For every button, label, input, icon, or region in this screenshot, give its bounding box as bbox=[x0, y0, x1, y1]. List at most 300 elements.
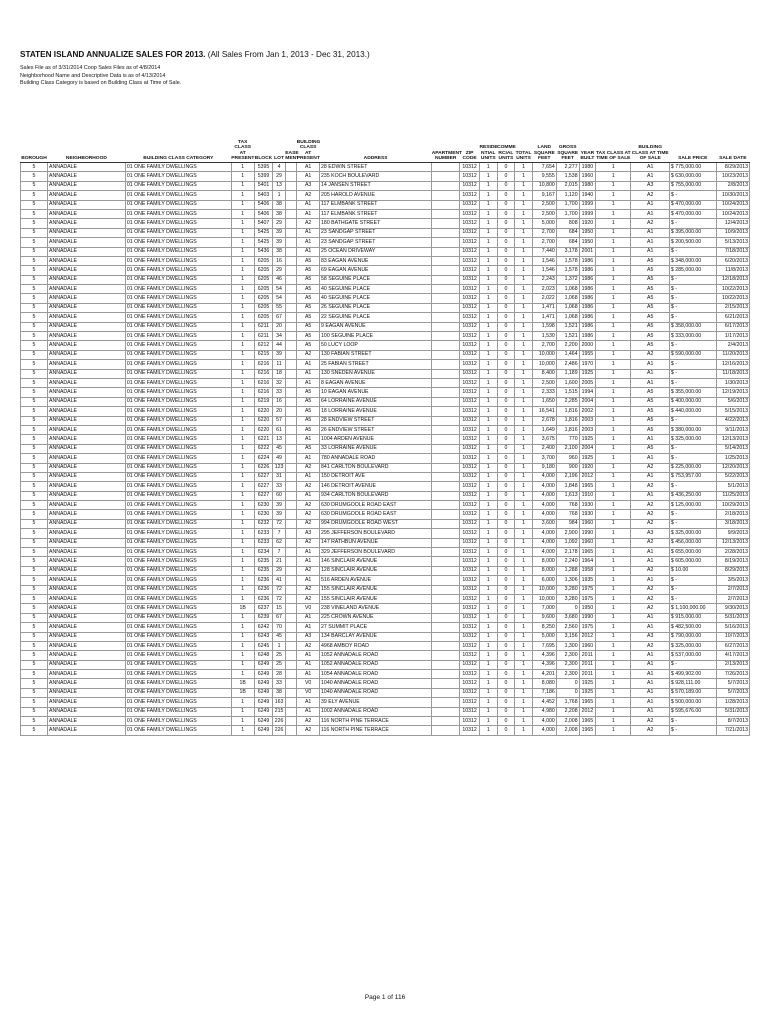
cell-price: $ 470,000.00 bbox=[669, 200, 716, 209]
cell-address: 26 SEGUINE PLACE bbox=[320, 303, 432, 312]
cell-res: 1 bbox=[479, 632, 497, 641]
cell-year: 1965 bbox=[579, 548, 596, 557]
cell-gross: 900 bbox=[556, 463, 579, 472]
cell-tax: 1 bbox=[231, 294, 254, 303]
cell-bcp: A2 bbox=[297, 594, 320, 603]
cell-tax: 1 bbox=[231, 529, 254, 538]
cell-bcp: A3 bbox=[297, 632, 320, 641]
cell-price: $ - bbox=[669, 369, 716, 378]
cell-zip: 10312 bbox=[460, 360, 480, 369]
table-row bbox=[21, 285, 750, 294]
cell-neighborhood: ANNADALE bbox=[48, 163, 126, 172]
cell-date: 2/28/2013 bbox=[716, 548, 749, 557]
cell-lot: 70 bbox=[273, 623, 285, 632]
cell-year: 1925 bbox=[579, 679, 596, 688]
cell-com: 0 bbox=[497, 585, 515, 594]
cell-price: $ 570,189.00 bbox=[669, 688, 716, 697]
cell-borough: 5 bbox=[21, 538, 48, 547]
cell-apt bbox=[432, 163, 460, 172]
cell-com: 0 bbox=[497, 238, 515, 247]
cell-neighborhood: ANNADALE bbox=[48, 332, 126, 341]
cell-borough: 5 bbox=[21, 181, 48, 190]
cell-neighborhood: ANNADALE bbox=[48, 660, 126, 669]
cell-gross: 2,240 bbox=[556, 557, 579, 566]
cell-address: 116 NORTH PINE TERRACE bbox=[320, 717, 432, 726]
cell-tax: 1 bbox=[231, 313, 254, 322]
cell-date: 11/20/2013 bbox=[716, 350, 749, 359]
cell-res: 1 bbox=[479, 491, 497, 500]
cell-ease bbox=[285, 585, 296, 594]
cell-category: 01 ONE FAMILY DWELLINGS bbox=[125, 698, 231, 707]
cell-com: 0 bbox=[497, 350, 515, 359]
cell-bcp: A1 bbox=[297, 472, 320, 481]
cell-apt bbox=[432, 688, 460, 697]
cell-res: 1 bbox=[479, 576, 497, 585]
cell-category: 01 ONE FAMILY DWELLINGS bbox=[125, 472, 231, 481]
cell-neighborhood: ANNADALE bbox=[48, 519, 126, 528]
table-row bbox=[21, 557, 750, 566]
cell-apt bbox=[432, 285, 460, 294]
cell-year: 1925 bbox=[579, 435, 596, 444]
cell-taxs: 1 bbox=[596, 163, 631, 172]
cell-tax: 1 bbox=[231, 322, 254, 331]
cell-res: 1 bbox=[479, 510, 497, 519]
cell-zip: 10312 bbox=[460, 435, 480, 444]
cell-land: 2,700 bbox=[532, 228, 556, 237]
table-row bbox=[21, 510, 750, 519]
cell-taxs: 1 bbox=[596, 378, 631, 387]
cell-borough: 5 bbox=[21, 322, 48, 331]
cell-tot: 1 bbox=[515, 181, 533, 190]
cell-price: $ 482,500.00 bbox=[669, 623, 716, 632]
cell-taxs: 1 bbox=[596, 407, 631, 416]
cell-tax: 1 bbox=[231, 200, 254, 209]
cell-tot: 1 bbox=[515, 632, 533, 641]
cell-res: 1 bbox=[479, 388, 497, 397]
cell-year: 1950 bbox=[579, 238, 596, 247]
cell-address: 128 SINCLAIR AVENUE bbox=[320, 566, 432, 575]
cell-date: 12/19/2013 bbox=[716, 388, 749, 397]
cell-res: 1 bbox=[479, 454, 497, 463]
cell-neighborhood: ANNADALE bbox=[48, 407, 126, 416]
cell-bcp: A2 bbox=[297, 519, 320, 528]
cell-address: 23 SANDGAP STREET bbox=[320, 238, 432, 247]
cell-borough: 5 bbox=[21, 378, 48, 387]
cell-borough: 5 bbox=[21, 191, 48, 200]
cell-date: 6/20/2013 bbox=[716, 256, 749, 265]
cell-taxs: 1 bbox=[596, 491, 631, 500]
cell-borough: 5 bbox=[21, 670, 48, 679]
cell-borough: 5 bbox=[21, 238, 48, 247]
cell-category: 01 ONE FAMILY DWELLINGS bbox=[125, 707, 231, 716]
cell-ease bbox=[285, 632, 296, 641]
cell-bcp: A2 bbox=[297, 726, 320, 735]
cell-borough: 5 bbox=[21, 454, 48, 463]
cell-lot: 67 bbox=[273, 313, 285, 322]
note-sales-file: Sales File as of 3/31/2014 Coop Sales Files as of 4/8/2014 bbox=[20, 65, 161, 71]
cell-apt bbox=[432, 341, 460, 350]
cell-zip: 10312 bbox=[460, 275, 480, 284]
cell-ease bbox=[285, 238, 296, 247]
cell-bcp: A1 bbox=[297, 247, 320, 256]
cell-zip: 10312 bbox=[460, 688, 480, 697]
cell-price: $ - bbox=[669, 454, 716, 463]
cell-address: 630 DRUMGOOLE ROAD EAST bbox=[320, 510, 432, 519]
cell-zip: 10312 bbox=[460, 209, 480, 218]
cell-bcs: A2 bbox=[631, 717, 669, 726]
cell-land: 4,980 bbox=[532, 707, 556, 716]
cell-bcs: A1 bbox=[631, 369, 669, 378]
table-row bbox=[21, 219, 750, 228]
cell-category: 01 ONE FAMILY DWELLINGS bbox=[125, 444, 231, 453]
cell-category: 01 ONE FAMILY DWELLINGS bbox=[125, 435, 231, 444]
cell-ease bbox=[285, 313, 296, 322]
cell-bcs: A1 bbox=[631, 209, 669, 218]
cell-land: 1,649 bbox=[532, 425, 556, 434]
cell-date: 5/22/2013 bbox=[716, 472, 749, 481]
cell-apt bbox=[432, 491, 460, 500]
cell-borough: 5 bbox=[21, 416, 48, 425]
cell-taxs: 1 bbox=[596, 294, 631, 303]
cell-date: 5/13/2013 bbox=[716, 238, 749, 247]
cell-com: 0 bbox=[497, 313, 515, 322]
cell-tax: 1 bbox=[231, 181, 254, 190]
cell-category: 01 ONE FAMILY DWELLINGS bbox=[125, 501, 231, 510]
cell-bcs: A1 bbox=[631, 491, 669, 500]
cell-price: $ - bbox=[669, 519, 716, 528]
cell-lot: 29 bbox=[273, 219, 285, 228]
cell-year: 2002 bbox=[579, 407, 596, 416]
cell-year: 2004 bbox=[579, 397, 596, 406]
cell-gross: 2,486 bbox=[556, 360, 579, 369]
cell-address: 100 SEGUINE PLACE bbox=[320, 332, 432, 341]
cell-price: $ 355,000.00 bbox=[669, 388, 716, 397]
cell-category: 01 ONE FAMILY DWELLINGS bbox=[125, 303, 231, 312]
cell-taxs: 1 bbox=[596, 519, 631, 528]
cell-borough: 5 bbox=[21, 726, 48, 735]
cell-address: 50 LUCY LOOP bbox=[320, 341, 432, 350]
cell-gross: 1,521 bbox=[556, 332, 579, 341]
column-header-ease: EASE MENT bbox=[285, 126, 296, 163]
cell-bcp: A5 bbox=[297, 425, 320, 434]
cell-res: 1 bbox=[479, 350, 497, 359]
cell-block: 6220 bbox=[254, 416, 273, 425]
cell-date: 10/9/2013 bbox=[716, 228, 749, 237]
cell-bcs: A2 bbox=[631, 501, 669, 510]
cell-lot: 29 bbox=[273, 566, 285, 575]
cell-bcs: A2 bbox=[631, 604, 669, 613]
cell-block: 6212 bbox=[254, 341, 273, 350]
cell-lot: 49 bbox=[273, 454, 285, 463]
cell-category: 01 ONE FAMILY DWELLINGS bbox=[125, 388, 231, 397]
cell-ease bbox=[285, 688, 296, 697]
cell-res: 1 bbox=[479, 407, 497, 416]
cell-date: 4/22/2013 bbox=[716, 416, 749, 425]
cell-land: 10,000 bbox=[532, 594, 556, 603]
cell-price: $ 590,000.00 bbox=[669, 350, 716, 359]
cell-block: 6226 bbox=[254, 463, 273, 472]
cell-tot: 1 bbox=[515, 454, 533, 463]
cell-date: 2/18/2013 bbox=[716, 510, 749, 519]
cell-gross: 1,515 bbox=[556, 388, 579, 397]
cell-gross: 1,306 bbox=[556, 576, 579, 585]
cell-category: 01 ONE FAMILY DWELLINGS bbox=[125, 717, 231, 726]
cell-tax: 1 bbox=[231, 369, 254, 378]
cell-zip: 10312 bbox=[460, 604, 480, 613]
cell-price: $ 200,500.00 bbox=[669, 238, 716, 247]
cell-land: 4,000 bbox=[532, 717, 556, 726]
table-row bbox=[21, 341, 750, 350]
cell-category: 01 ONE FAMILY DWELLINGS bbox=[125, 416, 231, 425]
cell-zip: 10312 bbox=[460, 566, 480, 575]
cell-apt bbox=[432, 613, 460, 622]
table-row bbox=[21, 435, 750, 444]
page-number: Page 1 of 116 bbox=[364, 994, 406, 1001]
cell-address: 33 LORRAINE AVENUE bbox=[320, 444, 432, 453]
cell-res: 1 bbox=[479, 238, 497, 247]
cell-category: 01 ONE FAMILY DWELLINGS bbox=[125, 350, 231, 359]
cell-tax: 1 bbox=[231, 717, 254, 726]
cell-date: 2/4/2013 bbox=[716, 341, 749, 350]
cell-com: 0 bbox=[497, 341, 515, 350]
cell-com: 0 bbox=[497, 191, 515, 200]
cell-ease bbox=[285, 510, 296, 519]
cell-tot: 1 bbox=[515, 416, 533, 425]
cell-com: 0 bbox=[497, 322, 515, 331]
cell-block: 5425 bbox=[254, 238, 273, 247]
cell-ease bbox=[285, 660, 296, 669]
cell-taxs: 1 bbox=[596, 651, 631, 660]
cell-ease bbox=[285, 219, 296, 228]
column-header-zip: ZIP CODE bbox=[460, 126, 480, 163]
cell-ease bbox=[285, 256, 296, 265]
cell-gross: 2,285 bbox=[556, 397, 579, 406]
cell-neighborhood: ANNADALE bbox=[48, 416, 126, 425]
cell-res: 1 bbox=[479, 191, 497, 200]
cell-ease bbox=[285, 726, 296, 735]
cell-tax: 1 bbox=[231, 247, 254, 256]
cell-apt bbox=[432, 313, 460, 322]
cell-land: 5,000 bbox=[532, 219, 556, 228]
cell-bcp: A2 bbox=[297, 219, 320, 228]
cell-land: 8,400 bbox=[532, 369, 556, 378]
cell-land: 3,675 bbox=[532, 435, 556, 444]
cell-neighborhood: ANNADALE bbox=[48, 454, 126, 463]
cell-lot: 60 bbox=[273, 491, 285, 500]
cell-price: $ 470,000.00 bbox=[669, 209, 716, 218]
table-row bbox=[21, 191, 750, 200]
cell-zip: 10312 bbox=[460, 416, 480, 425]
cell-tax: 1 bbox=[231, 191, 254, 200]
cell-tot: 1 bbox=[515, 538, 533, 547]
cell-ease bbox=[285, 407, 296, 416]
cell-bcp: A1 bbox=[297, 613, 320, 622]
cell-tax: 1 bbox=[231, 698, 254, 707]
cell-lot: 67 bbox=[273, 613, 285, 622]
cell-lot: 54 bbox=[273, 294, 285, 303]
cell-zip: 10312 bbox=[460, 641, 480, 650]
cell-date: 2/8/2013 bbox=[716, 181, 749, 190]
cell-block: 6248 bbox=[254, 651, 273, 660]
cell-bcs: A2 bbox=[631, 519, 669, 528]
cell-block: 6227 bbox=[254, 491, 273, 500]
cell-borough: 5 bbox=[21, 313, 48, 322]
cell-taxs: 1 bbox=[596, 228, 631, 237]
cell-land: 4,452 bbox=[532, 698, 556, 707]
cell-borough: 5 bbox=[21, 369, 48, 378]
cell-ease bbox=[285, 172, 296, 181]
cell-taxs: 1 bbox=[596, 369, 631, 378]
cell-apt bbox=[432, 651, 460, 660]
cell-address: 130 SNEDEN AVENUE bbox=[320, 369, 432, 378]
cell-land: 4,000 bbox=[532, 538, 556, 547]
cell-borough: 5 bbox=[21, 566, 48, 575]
cell-taxs: 1 bbox=[596, 444, 631, 453]
cell-date: 12/13/2013 bbox=[716, 538, 749, 547]
cell-res: 1 bbox=[479, 435, 497, 444]
cell-bcs: A1 bbox=[631, 707, 669, 716]
cell-borough: 5 bbox=[21, 491, 48, 500]
cell-ease bbox=[285, 285, 296, 294]
cell-res: 1 bbox=[479, 163, 497, 172]
cell-com: 0 bbox=[497, 472, 515, 481]
cell-bcp: A3 bbox=[297, 181, 320, 190]
cell-com: 0 bbox=[497, 632, 515, 641]
cell-land: 10,000 bbox=[532, 360, 556, 369]
cell-land: 4,000 bbox=[532, 472, 556, 481]
cell-neighborhood: ANNADALE bbox=[48, 369, 126, 378]
cell-ease bbox=[285, 350, 296, 359]
cell-address: 205 HAROLD AVENUE bbox=[320, 191, 432, 200]
cell-tot: 1 bbox=[515, 360, 533, 369]
cell-zip: 10312 bbox=[460, 660, 480, 669]
cell-category: 01 ONE FAMILY DWELLINGS bbox=[125, 613, 231, 622]
cell-taxs: 1 bbox=[596, 604, 631, 613]
cell-date: 5/6/2013 bbox=[716, 397, 749, 406]
table-row bbox=[21, 670, 750, 679]
cell-neighborhood: ANNADALE bbox=[48, 209, 126, 218]
cell-lot: 72 bbox=[273, 519, 285, 528]
table-row bbox=[21, 463, 750, 472]
cell-price: $ 380,000.00 bbox=[669, 425, 716, 434]
cell-borough: 5 bbox=[21, 501, 48, 510]
cell-tot: 1 bbox=[515, 670, 533, 679]
cell-zip: 10312 bbox=[460, 247, 480, 256]
cell-bcs: A1 bbox=[631, 576, 669, 585]
cell-borough: 5 bbox=[21, 247, 48, 256]
cell-borough: 5 bbox=[21, 623, 48, 632]
cell-category: 01 ONE FAMILY DWELLINGS bbox=[125, 688, 231, 697]
cell-res: 1 bbox=[479, 726, 497, 735]
cell-res: 1 bbox=[479, 538, 497, 547]
cell-year: 2003 bbox=[579, 425, 596, 434]
cell-res: 1 bbox=[479, 604, 497, 613]
cell-address: 130 FABIAN STREET bbox=[320, 350, 432, 359]
cell-res: 1 bbox=[479, 613, 497, 622]
cell-ease bbox=[285, 472, 296, 481]
cell-borough: 5 bbox=[21, 641, 48, 650]
cell-ease bbox=[285, 435, 296, 444]
cell-bcp: A5 bbox=[297, 407, 320, 416]
table-row bbox=[21, 228, 750, 237]
cell-borough: 5 bbox=[21, 294, 48, 303]
cell-zip: 10312 bbox=[460, 519, 480, 528]
cell-price: $ - bbox=[669, 285, 716, 294]
table-row bbox=[21, 444, 750, 453]
cell-lot: 16 bbox=[273, 397, 285, 406]
table-row bbox=[21, 378, 750, 387]
cell-block: 6215 bbox=[254, 350, 273, 359]
cell-borough: 5 bbox=[21, 463, 48, 472]
column-header-date: SALE DATE bbox=[716, 126, 749, 163]
cell-zip: 10312 bbox=[460, 510, 480, 519]
table-row bbox=[21, 256, 750, 265]
cell-block: 5406 bbox=[254, 209, 273, 218]
cell-res: 1 bbox=[479, 641, 497, 650]
table-row bbox=[21, 397, 750, 406]
cell-com: 0 bbox=[497, 491, 515, 500]
cell-tot: 1 bbox=[515, 717, 533, 726]
cell-com: 0 bbox=[497, 557, 515, 566]
cell-tax: 1 bbox=[231, 275, 254, 284]
cell-tot: 1 bbox=[515, 294, 533, 303]
cell-bcs: A5 bbox=[631, 303, 669, 312]
cell-year: 2011 bbox=[579, 651, 596, 660]
cell-neighborhood: ANNADALE bbox=[48, 425, 126, 434]
cell-tax: 1 bbox=[231, 576, 254, 585]
cell-date: 2/7/2013 bbox=[716, 585, 749, 594]
cell-zip: 10312 bbox=[460, 425, 480, 434]
cell-apt bbox=[432, 726, 460, 735]
cell-lot: 33 bbox=[273, 388, 285, 397]
cell-block: 5425 bbox=[254, 228, 273, 237]
cell-address: 295 JEFFERSON BOULEVARD bbox=[320, 529, 432, 538]
table-row bbox=[21, 200, 750, 209]
cell-taxs: 1 bbox=[596, 219, 631, 228]
cell-neighborhood: ANNADALE bbox=[48, 538, 126, 547]
cell-address: 150 DETROIT AVE bbox=[320, 472, 432, 481]
cell-block: 5399 bbox=[254, 172, 273, 181]
cell-neighborhood: ANNADALE bbox=[48, 529, 126, 538]
cell-land: 1,471 bbox=[532, 313, 556, 322]
cell-borough: 5 bbox=[21, 285, 48, 294]
cell-borough: 5 bbox=[21, 613, 48, 622]
cell-gross: 1,578 bbox=[556, 266, 579, 275]
cell-ease bbox=[285, 303, 296, 312]
cell-block: 6220 bbox=[254, 407, 273, 416]
cell-block: 6216 bbox=[254, 388, 273, 397]
cell-tot: 1 bbox=[515, 472, 533, 481]
cell-com: 0 bbox=[497, 604, 515, 613]
cell-year: 1975 bbox=[579, 594, 596, 603]
cell-date: 12/16/2013 bbox=[716, 360, 749, 369]
cell-neighborhood: ANNADALE bbox=[48, 613, 126, 622]
cell-land: 9,600 bbox=[532, 613, 556, 622]
cell-apt bbox=[432, 332, 460, 341]
cell-tot: 1 bbox=[515, 585, 533, 594]
cell-bcp: V0 bbox=[297, 604, 320, 613]
cell-ease bbox=[285, 266, 296, 275]
table-row bbox=[21, 209, 750, 218]
cell-year: 1910 bbox=[579, 491, 596, 500]
cell-bcp: A1 bbox=[297, 548, 320, 557]
cell-com: 0 bbox=[497, 200, 515, 209]
cell-land: 1,530 bbox=[532, 332, 556, 341]
cell-category: 01 ONE FAMILY DWELLINGS bbox=[125, 632, 231, 641]
cell-zip: 10312 bbox=[460, 378, 480, 387]
cell-address: 116 NORTH PINE TERRACE bbox=[320, 726, 432, 735]
cell-date: 1/17/2013 bbox=[716, 332, 749, 341]
